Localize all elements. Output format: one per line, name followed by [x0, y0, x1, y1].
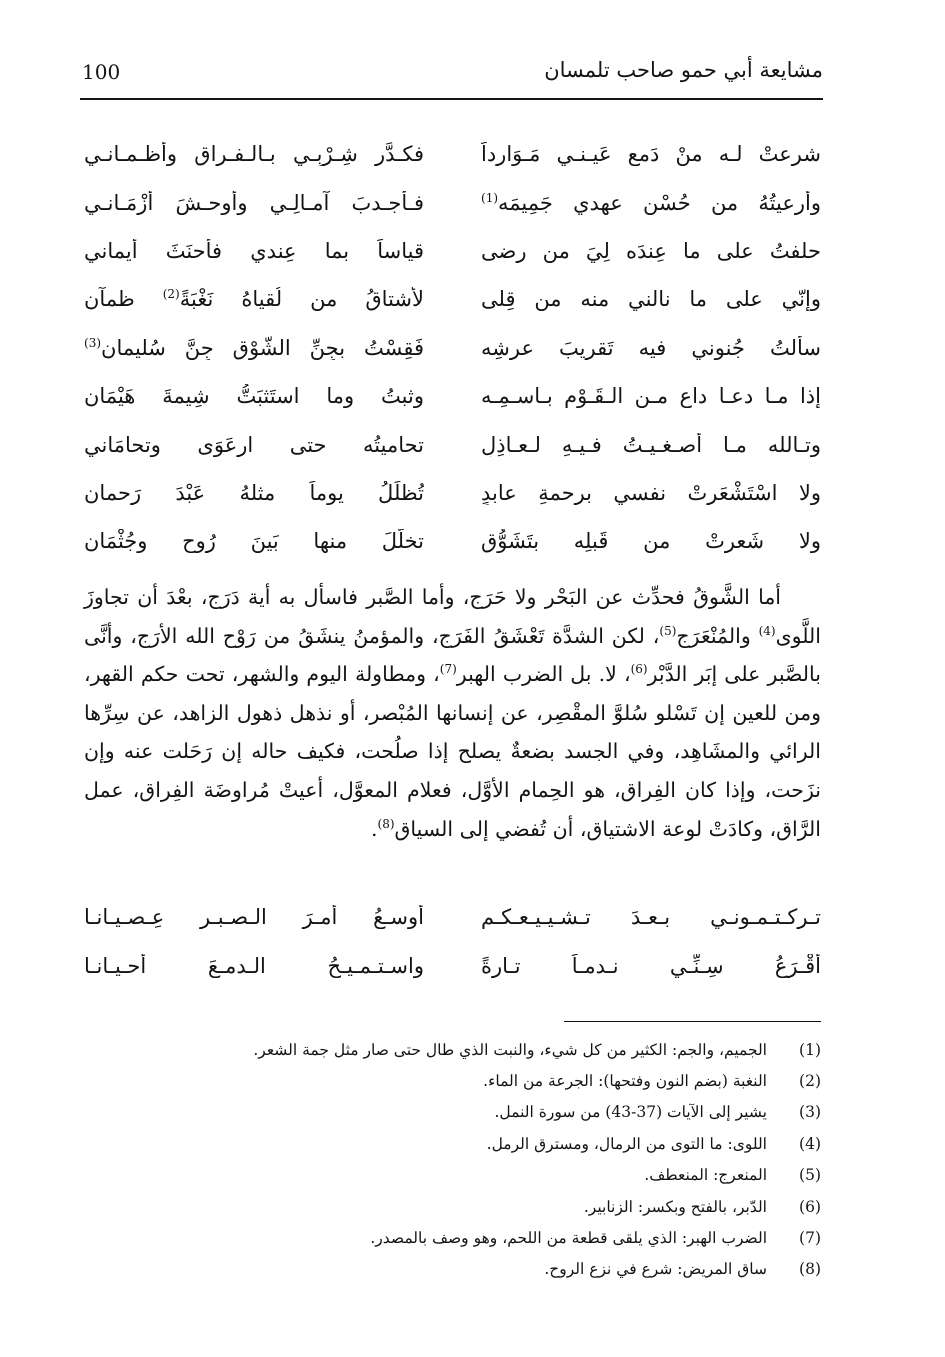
hemistich-left: واسـتـمـيـحُ الـدمـعَ أحـيـانـا — [84, 953, 424, 978]
poem-top — [84, 130, 821, 566]
hemistich-left: فـأجـدبَ آمـالِـي وأوحـشَ أزْمَـانـي — [84, 190, 424, 215]
hemistich-right: شرعتْ لـه منْ دَمعِ عَيـنـي مَـوَارداً — [481, 142, 821, 167]
footnote-ref: (7) — [439, 662, 457, 677]
page-number: 100 — [82, 60, 121, 84]
footnote-text: ساق المريض: شرع في نزع الروح. — [544, 1260, 767, 1279]
prose-run: ، ومطاولة اليوم والشهر، تحت حكم القهر، ومن للعين إن تَسْلو سُلوَّ المقْصِر، عن إنسانها المُبْصر، أو نذهل ذهول الزاهد، عن سِرِّها الرائي والمشَاهِد، وفي الجسد بضعةٌ يصلح إذا صلُحت، فكيف حاله إن رَحَلت عنه وإن نزَحت، وإذا كان الفِراق، هو الحِمام الأوَّل، فعلام المعوَّل، أعيتْ مُراوضَة الفِراق، عمل الرَّاق، وكادَتْ لوعة الاشتياق، أن تُفضي إلى السياق — [84, 662, 821, 841]
verse — [84, 941, 821, 989]
footnote-text: اللوى: ما التوى من الرمال، ومسترق الرمل. — [486, 1134, 767, 1153]
hemistich-right: إذا مـا دعـا داعٍ مـن الـقَـوْمِ بـاسـمِـه — [481, 384, 821, 409]
prose-run: ، لا. بل الضرب الهبر — [456, 662, 631, 687]
prose-paragraph — [84, 578, 821, 848]
footnote-number: (1) — [799, 1040, 821, 1059]
footnote-number: (7) — [799, 1229, 821, 1248]
footnote-ref: (2) — [162, 287, 180, 302]
footnote — [84, 1160, 821, 1191]
footnote-number: (5) — [799, 1166, 821, 1185]
hemistich-right — [481, 191, 821, 215]
footnote-text: النغبة (بضم النون وفتحها): الجرعة من الماء. — [483, 1072, 767, 1091]
prose-run: أما الشَّوقُ فحدِّث عن البَحْر ولا حَرَج، وأما الصَّبر فاسأل به أية دَرَج، بعْدَ أن تجاوزَ اللَّوى — [84, 585, 821, 648]
footnote-number: (2) — [799, 1072, 821, 1091]
prose-run: والمُنْعَرَج — [676, 623, 759, 648]
hemistich-right: وتـالله مـا أصـغـيـتُ فـيـهِ لـعـاذِلٍ — [481, 432, 821, 457]
hemistich-left: فكـدَّر شِـرْبِـي بـالـفـراق وأظـمـانـي — [84, 142, 424, 167]
footnote-text: المنعرج: المنعطف. — [644, 1166, 767, 1185]
hemistich-left — [84, 287, 424, 311]
paragraph-text — [84, 578, 821, 848]
hemistich-right: ولا شَعرتْ من قَبلِه بتَشَوُّق — [481, 529, 821, 554]
verse — [84, 178, 821, 226]
footnote-ref: (6) — [630, 662, 648, 677]
verse — [84, 893, 821, 941]
footnote — [84, 1128, 821, 1159]
footnote-text: الدّبر، بالفتح وبكسر: الزنابير. — [583, 1197, 767, 1216]
prose-run: ، لكن الشدَّة تَعْشَقُ الفَرَج، والمؤمنُ ينشَقُ من رَوْح الله الأرَج، وأنَّى بالصَّبر على إبَر الدَّبْر — [84, 623, 822, 687]
hemistich-right: تـركـتـمـونـي بـعـدَ تـشـيـيـعـكـم — [481, 905, 821, 930]
verse — [84, 227, 821, 275]
verse-text: ظمآن — [84, 287, 163, 312]
verse-text: وأرعيتُهُ من حُسْنِ عهدي جَمِيمَه — [498, 190, 821, 215]
hemistich-left — [84, 336, 424, 360]
verse — [84, 324, 821, 372]
verse-text: فَقِسْتُ بجِنِّ الشَّوْق جِنَّ سُليمانِ — [101, 335, 424, 360]
footnote-text: الضرب الهبر: الذي يلقى قطعة من اللحم، وهو وصف بالمصدر. — [370, 1229, 767, 1248]
hemistich-right: ولا اسْتَشْعَرتْ نفسي برحمةِ عابدٍ — [481, 480, 821, 505]
footnote — [84, 1191, 821, 1222]
hemistich-left: قياساً بما عِندي فأحنَثَ أيماني — [84, 238, 424, 263]
verse — [84, 420, 821, 468]
hemistich-right: أقْـرَعُ سِـنِّـي نـدمـاً تـارةً — [481, 953, 821, 978]
verse — [84, 517, 821, 565]
footnote-text: الجميم، والجم: الكثير من كل شيء، والنبت الذي طال حتى صار مثل جمة الشعر. — [253, 1040, 767, 1059]
hemistich-right: سألتُ جُنوني فيه تَقريبَ عرشِه — [481, 335, 821, 360]
footnotes — [84, 1034, 821, 1285]
footnote-ref: (5) — [659, 623, 677, 638]
footnote-ref: (4) — [758, 623, 776, 638]
hemistich-left: أُوسـعُ أمـرَ الـصـبـرِ عِـصـيـانـا — [84, 905, 424, 930]
hemistich-left: تخلَّلَ منها بَينَ رُوحٍ وجُثْمَانِ — [84, 529, 424, 554]
footnote-number: (3) — [799, 1103, 821, 1122]
footnote-rule — [564, 1021, 821, 1022]
footnote-ref: (3) — [84, 335, 102, 350]
verse — [84, 372, 821, 420]
footnote — [84, 1065, 821, 1096]
verse — [84, 130, 821, 178]
footnote-ref: (1) — [481, 190, 499, 205]
prose-run: . — [370, 816, 378, 841]
footnote — [84, 1034, 821, 1065]
running-title: مشايعة أبي حمو صاحب تلمسان — [544, 58, 823, 82]
footnote-text: يشير إلى الآيات (37-43) من سورة النمل. — [494, 1103, 767, 1122]
hemistich-left: وثبتُ وما استَثبَتُّ شِيمةَ هَيْمَانِ — [84, 384, 424, 409]
footnote — [84, 1254, 821, 1285]
footnote-number: (8) — [799, 1260, 821, 1279]
hemistich-right: حلفتُ على ما عِندَه لِيَ من رِضى — [481, 238, 821, 263]
footnote-number: (4) — [799, 1134, 821, 1153]
footnote-number: (6) — [799, 1197, 821, 1216]
poem-bottom — [84, 893, 821, 990]
footnote — [84, 1222, 821, 1253]
header-rule — [80, 98, 823, 100]
footnote — [84, 1097, 821, 1128]
verse — [84, 469, 821, 517]
verse — [84, 275, 821, 323]
hemistich-left: تحاميتُه حتى ارعَوَى وتحامَاني — [84, 432, 424, 457]
hemistich-right: وإنّي على ما نالني منه من قِلى — [481, 287, 821, 312]
footnote-ref: (8) — [377, 816, 395, 831]
hemistich-left: تُظلِّلُ يوماً مثلهُ عَبْدَ رَحمانِ — [84, 480, 424, 505]
verse-text: لأشتاقُ من لُقياهُ نَغْبَةً — [179, 287, 424, 312]
